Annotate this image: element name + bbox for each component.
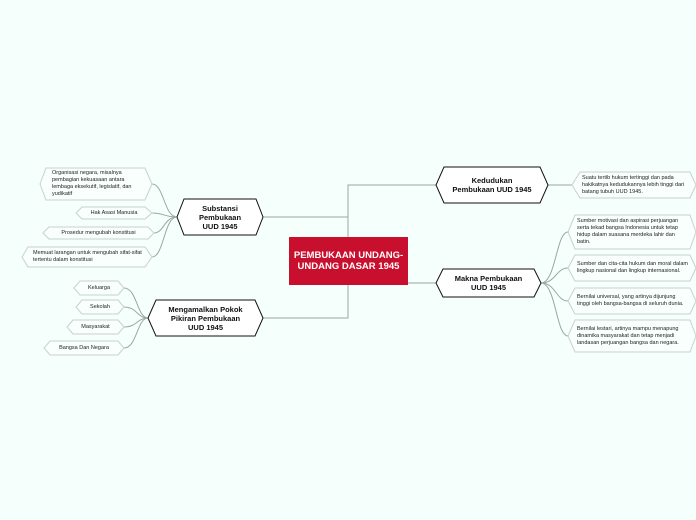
central-topic[interactable]: PEMBUKAAN UNDANG-UNDANG DASAR 1945 bbox=[289, 237, 408, 285]
connector-central-substansi bbox=[263, 217, 348, 237]
leaf-mengamalkan-2[interactable]: Sekolah bbox=[90, 303, 110, 310]
connector-makna-leaf-3 bbox=[541, 283, 568, 301]
leaf-substansi-4[interactable]: Memuat larangan untuk mengubah sifat-sifat tertentu dalam konstitusi bbox=[33, 250, 142, 263]
connector-makna-leaf-2 bbox=[541, 268, 568, 283]
connector-central-mengamalkan bbox=[263, 285, 348, 318]
connector-mengamalkan-leaf-1 bbox=[124, 288, 148, 318]
leaf-kedudukan-1[interactable]: Suatu tertib hukum tertinggi dan pada hakikatnya kedudukannya lebih tinggi dari batang tubuh UUD 1945. bbox=[582, 174, 685, 195]
connector-substansi-leaf-2 bbox=[152, 213, 177, 217]
connector-substansi-leaf-1 bbox=[152, 184, 177, 217]
leaf-substansi-1[interactable]: Organisasi negara, misalnya pembagian kekuasaan antara lembaga eksekutif, legislatif, dan yudikatif bbox=[52, 170, 132, 197]
leaf-substansi-2[interactable]: Hak Asasi Manusia bbox=[90, 209, 138, 216]
leaf-makna-1[interactable]: Sumber motivasi dan aspirasi perjuangan serta tekad bangsa Indonesia untuk tetap hidup dalam suasana merdeka lahir dan batin. bbox=[577, 218, 679, 245]
topic-makna[interactable]: Makna Pembukaan UUD 1945 bbox=[454, 274, 523, 292]
connector-makna-leaf-1 bbox=[541, 232, 568, 283]
leaf-mengamalkan-4[interactable]: Bangsa Dan Negara bbox=[59, 344, 109, 351]
topic-mengamalkan[interactable]: Mengamalkan Pokok Pikiran Pembukaan UUD 1945 bbox=[168, 304, 243, 332]
connector-substansi-leaf-3 bbox=[154, 217, 177, 233]
leaf-makna-2[interactable]: Sumber dan cita-cita hukum dan moral dalam lingkup nasional dan lingkup internasional. bbox=[577, 261, 688, 274]
leaf-substansi-3[interactable]: Prosedur mengubah konstitusi bbox=[61, 229, 136, 236]
connector-substansi-leaf-4 bbox=[152, 217, 177, 257]
leaf-makna-4[interactable]: Bernilai lestari, artinya mampu menapung dinamika masyarakat dan tetap menjadi landasan perjuangan bangsa dan negara. bbox=[577, 325, 679, 346]
leaf-mengamalkan-1[interactable]: Keluarga bbox=[87, 284, 111, 291]
topic-substansi[interactable]: Substansi Pembukaan UUD 1945 bbox=[198, 203, 242, 231]
leaf-mengamalkan-3[interactable]: Masyarakat bbox=[81, 323, 110, 330]
leaf-makna-3[interactable]: Bernilai universal, yang artinya dijunjung tinggi oleh bangsa-bangsa di seluruh dunia. bbox=[577, 294, 684, 307]
connector-central-kedudukan bbox=[348, 185, 436, 237]
topic-kedudukan[interactable]: Kedudukan Pembukaan UUD 1945 bbox=[452, 176, 532, 194]
